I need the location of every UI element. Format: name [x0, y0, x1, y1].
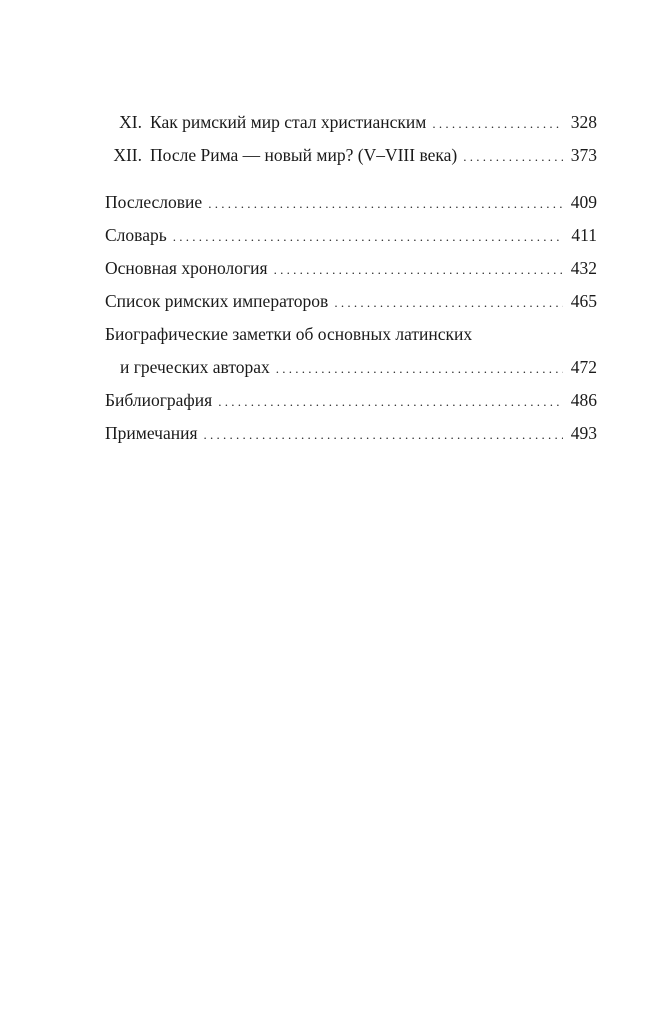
section-spacer	[105, 172, 597, 186]
dot-leader	[204, 418, 563, 451]
toc-entry-title: Основная хронология	[105, 258, 268, 278]
dot-leader	[173, 220, 563, 253]
dot-leader	[276, 352, 563, 385]
toc-entry-title: Биографические заметки об основных латинских	[105, 324, 473, 344]
dot-leader	[334, 286, 563, 319]
toc-page-number: 486	[570, 390, 597, 410]
toc-entry-title: Послесловие	[105, 192, 203, 212]
dot-leader	[218, 385, 563, 418]
toc-entry-title: Словарь	[105, 225, 167, 245]
toc-page-number: 409	[570, 192, 597, 212]
toc-page-number: 493	[570, 423, 597, 443]
toc-entry-title: Как римский мир стал христианским	[150, 112, 427, 132]
toc-entry-title-continuation: и греческих авторах	[120, 357, 270, 377]
toc-entry-notes[interactable]	[105, 417, 597, 450]
chapter-numeral: XI.	[119, 112, 142, 132]
toc-entry-title: Примечания	[105, 423, 198, 443]
toc-entry-biographical-notes[interactable]	[105, 318, 597, 384]
toc-entry-title: После Рима — новый мир? (V–VIII века)	[150, 145, 458, 165]
toc-entry-chronology[interactable]	[105, 252, 597, 285]
toc-page-number: 465	[570, 291, 597, 311]
toc-page-number: 472	[570, 357, 597, 377]
toc-entry-glossary[interactable]	[105, 219, 597, 252]
dot-leader	[274, 253, 563, 286]
toc-entry-emperors-list[interactable]	[105, 285, 597, 318]
dot-leader	[463, 140, 563, 173]
toc-entry-chapter-12[interactable]	[105, 139, 597, 172]
toc-page-number: 328	[570, 112, 597, 132]
dot-leader	[208, 187, 563, 220]
toc-entry-bibliography[interactable]	[105, 384, 597, 417]
toc-page-number: 432	[570, 258, 597, 278]
table-of-contents	[105, 106, 597, 450]
toc-page-number: 411	[571, 225, 597, 245]
toc-entry-title: Библиография	[105, 390, 213, 410]
toc-entry-chapter-11[interactable]	[105, 106, 597, 139]
dot-leader	[432, 107, 563, 140]
chapter-numeral: XII.	[113, 145, 142, 165]
toc-entry-title: Список римских императоров	[105, 291, 329, 311]
toc-entry-afterword[interactable]	[105, 186, 597, 219]
toc-page-number: 373	[570, 145, 597, 165]
